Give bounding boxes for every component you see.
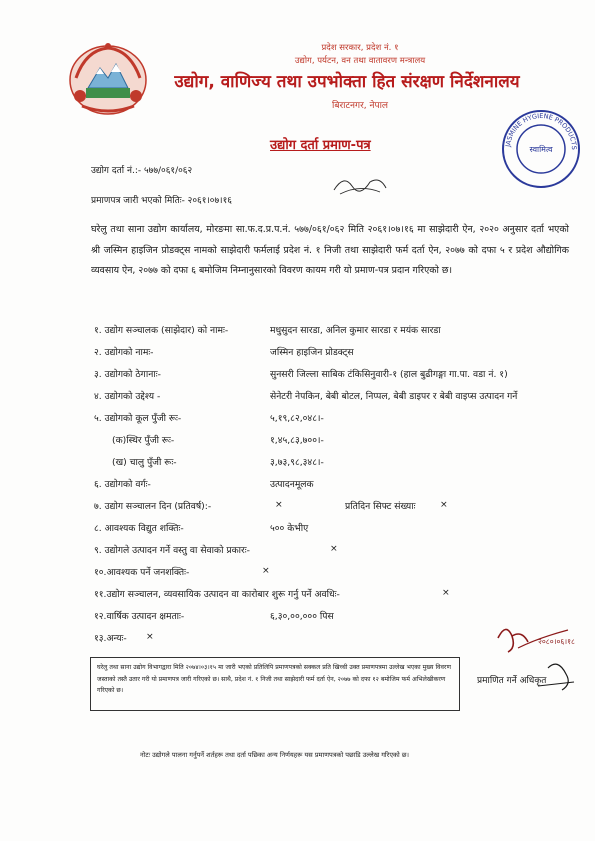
item-3-label: ३. उद्योगको ठेगानाः-	[94, 369, 161, 380]
item-1-label: १. उद्योग सञ्चालक (साझेदार) को नामः-	[94, 325, 229, 336]
certificate-title: उद्योग दर्ता प्रमाण-पत्र	[270, 138, 371, 153]
issue-date: प्रमाणपत्र जारी भएको मितिः- २०६१।०७।१६	[91, 196, 232, 206]
item-10-label: १०.आवश्यक पर्ने जनशक्तिः-	[94, 567, 190, 578]
intro-paragraph: घरेलु तथा साना उद्योग कार्यालय, मोरङमा सा.फ.द.प्र.प.नं. ५७७/०६१/०६२ मिति २०६१।०७।१६ मा साझेदारी ऐन, २०२० अनुसार दर्ता भएको श्री जस्मिन हाइजिन प्रोडक्ट्स नामको साझेदारी फर्मलाई प्रदेश नं. १ निजी तथा साझेदारी फर्म दर्ता ऐन, २०७७ को दफा ५ र प्रदेश औद्योगिक व्यवसाय ऐन, २०७७ को दफा ६ बमोजिम निम्नानुसारको विवरण कायम गरी यो प्रमाण-पत्र प्रदान गरिएको छ।	[91, 224, 569, 276]
signature-label: प्रमाणित गर्ने अधिकृत	[477, 676, 547, 686]
initials-scribble-icon	[330, 170, 390, 198]
header-line2: उद्योग, पर्यटन, वन तथा वातावरण मन्त्रालय	[294, 56, 426, 66]
item-8-value: ५०० केभीए	[270, 523, 309, 534]
item-1-value: मधुसुदन सारडा, अनिल कुमार सारडा र मयंक सारडा	[270, 325, 441, 336]
svg-text:JASMINE HYGIENE PRODUCTS: JASMINE HYGIENE PRODUCTS	[504, 111, 579, 150]
item-4-label: ४. उद्योगको उद्देश्य -	[94, 391, 161, 402]
item-7-value: ×	[275, 499, 283, 510]
office-name: उद्योग, वाणिज्य तथा उपभोक्ता हित संरक्षण निर्देशनालय	[174, 72, 520, 92]
item-2-label: २. उद्योगको नामः-	[94, 347, 154, 358]
svg-text:२०८०।०६।१८: २०८०।०६।१८	[538, 637, 575, 646]
item-7-label: ७. उद्योग सञ्चालन दिन (प्रतिवर्ष):-	[94, 501, 212, 512]
item-12-label: १२.वार्षिक उत्पादन क्षमताः-	[94, 611, 185, 622]
company-stamp-icon	[500, 108, 582, 190]
item-5a-label: (क)स्थिर पुँजी रूः-	[112, 435, 175, 446]
office-location: बिराटनगर, नेपाल	[331, 101, 389, 111]
header-line1: प्रदेश सरकार, प्रदेश नं. १	[321, 43, 399, 53]
item-5-label: ५. उद्योगको कूल पुँजी रूः-	[94, 413, 182, 424]
item-7-extra-value: ×	[440, 499, 448, 510]
item-10-value: ×	[262, 565, 270, 576]
item-7-extra-label: प्रतिदिन सिफ्ट संख्याः	[345, 501, 416, 512]
item-2-value: जस्मिन हाइजिन प्रोडक्ट्स	[270, 347, 354, 358]
item-13-label: १३.अन्यः-	[94, 633, 127, 644]
item-5-value: ५,१९,८२,०४८।-	[270, 413, 324, 424]
item-6-value: उत्पादनमूलक	[270, 479, 314, 490]
notice-box: घरेलु तथा साना उद्योग विभागद्वारा मिति २०७४।०३।१५ मा जारी भएको प्रतिलिपि प्रमाणपत्रको सक्कल प्रति खिच्ची उक्त प्रमाणपत्रमा उल्लेख भएका मुख्य विवरण जस्ताको तस्तै उतार गरी यो प्रमाणपत्र जारी गरिएको छ। साथै, प्रदेश नं. १ निजी तथा साझेदारी फर्म दर्ता ऐन, २०७७ को दफा १२ बमोजिम फर्म अभिलेखीकरण गरिएको छ।	[90, 657, 460, 711]
item-5b-value: ३,७३,९८,३४८।-	[270, 457, 324, 468]
item-6-label: ६. उद्योगको वर्गः-	[94, 479, 151, 490]
item-13-value: ×	[146, 631, 154, 642]
svg-text:स्वामित्व: स्वामित्व	[529, 145, 553, 154]
footer-note: नोटः उद्योगले पालना गर्नुपर्ने शर्तहरू तथा दर्ता पछिका अन्य निर्णयहरू यस प्रमाणपत्रको पछाडि उल्लेख गरिएको छ।	[140, 751, 409, 759]
item-4-value: सेनेटरी नेपकिन, बेबी बोटल, निप्पल, बेबी डाइपर र बेबी वाइप्स उत्पादन गर्ने	[270, 391, 518, 402]
registration-number: उद्योग दर्ता नं.:- ५७७/०६१/०६२	[91, 166, 193, 176]
item-5b-label: (ख) चालु पुँजी रूः-	[112, 457, 177, 468]
item-9-value: ×	[330, 543, 338, 554]
item-11-label: ११.उद्योग सञ्चालन, व्यवसायिक उत्पादन वा कारोबार शुरू गर्नु पर्ने अवधिः-	[94, 589, 340, 600]
item-5a-value: १,४५,८३,७००।-	[270, 435, 324, 446]
item-12-value: ६,३०,००,००० पिस	[270, 611, 334, 622]
item-8-label: ८. आवश्यक विद्युत शक्तिः-	[94, 523, 184, 534]
item-11-value: ×	[442, 587, 450, 598]
item-9-label: ९. उद्योगले उत्पादन गर्ने वस्तु वा सेवाको प्रकारः-	[94, 545, 250, 556]
item-3-value: सुनसरी जिल्ला साबिक टंकिसिनुवारी-१ (हाल बुढीगङ्गा गा.पा. वडा नं. १)	[270, 369, 508, 380]
